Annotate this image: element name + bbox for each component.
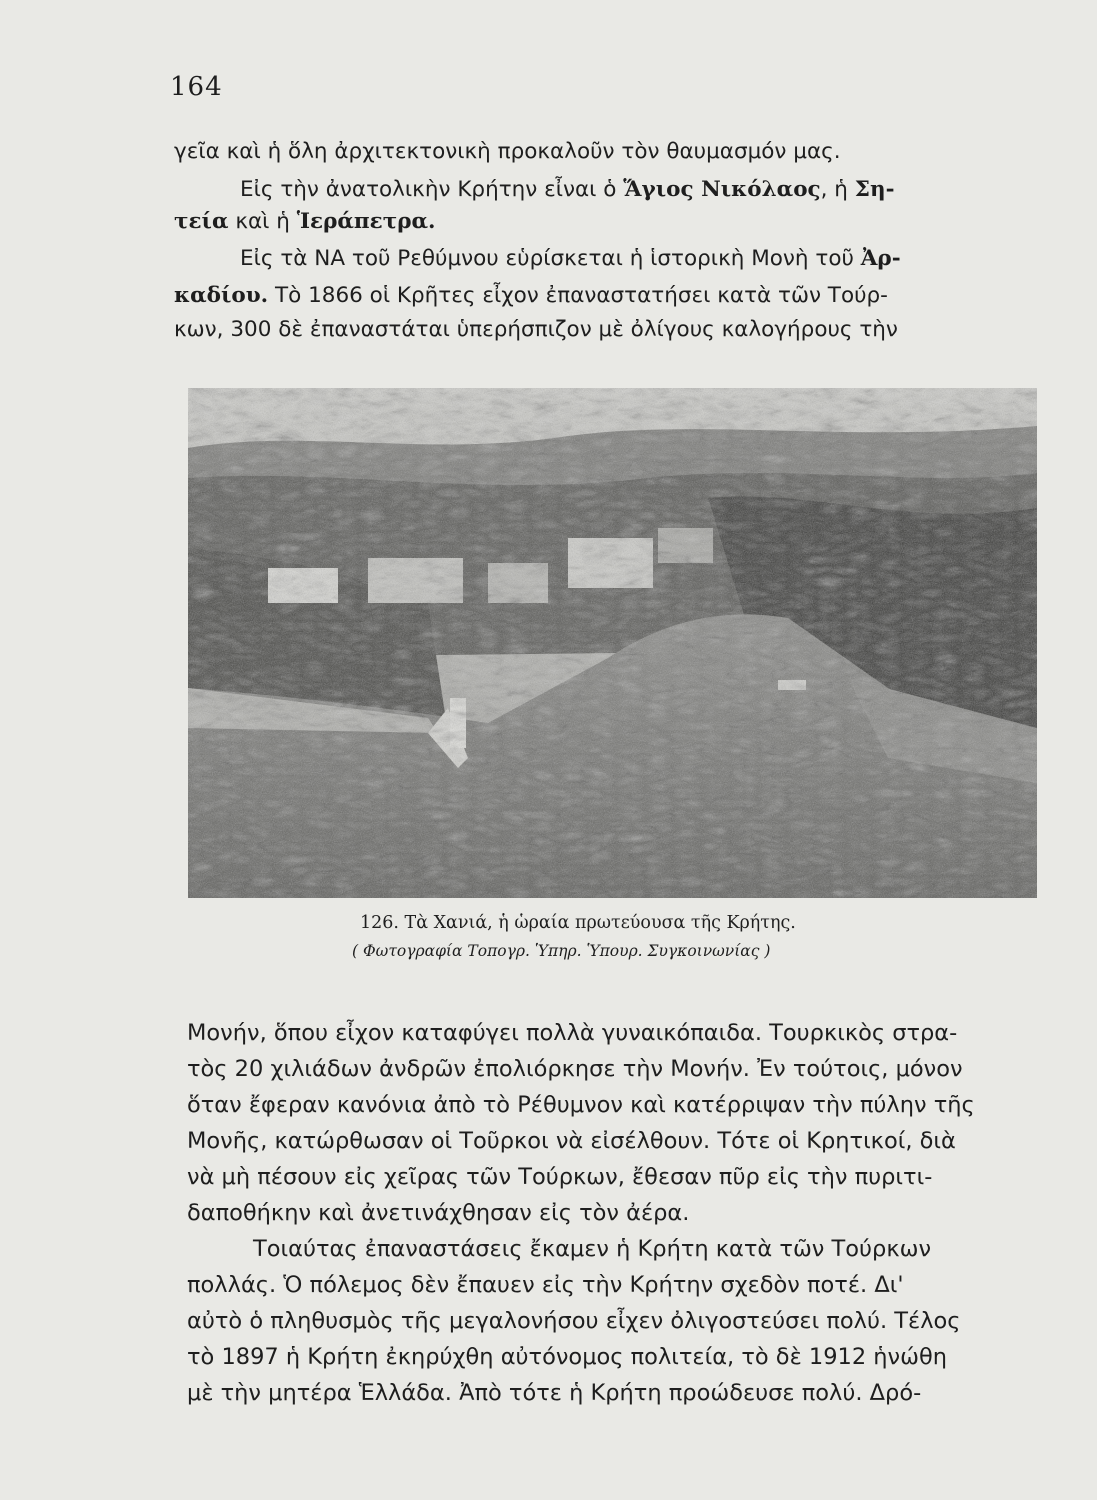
figure-caption: 126. Τὰ Χανιά, ἡ ὡραία πρωτεύουσα τῆς Κρήτης. [360, 913, 796, 933]
place-name: τεία [174, 209, 229, 234]
place-name: καδίου. [174, 283, 269, 308]
text-line: δαποθήκην καὶ ἀνετινάχθησαν εἰς τὸν ἀέρα. [187, 1200, 690, 1226]
text-line: μὲ τὴν μητέρα Ἑλλάδα. Ἀπὸ τότε ἡ Κρήτη προώδευσε πολύ. Δρό- [187, 1380, 922, 1406]
place-name: Ἅγιος Νικόλαος [623, 177, 821, 202]
photo-credit: ( Φωτογραφία Τοπογρ. Ὑπηρ. Ὑπουρ. Συγκοινωνίας ) [352, 942, 771, 960]
page-number: 164 [170, 72, 223, 102]
text-line: Μονῆς, κατώρθωσαν οἱ Τοῦρκοι νὰ εἰσέλθουν. Τότε οἱ Κρητικοί, διὰ [187, 1128, 956, 1154]
text-line: αὐτὸ ὁ πληθυσμὸς τῆς μεγαλονήσου εἶχεν ὀλιγοστεύσει πολύ. Τέλος [187, 1308, 961, 1334]
place-name: Ἱεράπετρα. [296, 209, 436, 234]
text-line: τὸ 1897 ἡ Κρήτη ἐκηρύχθη αὐτόνομος πολιτεία, τὸ δὲ 1912 ἡνώθη [187, 1344, 947, 1370]
text-line: γεῖα καὶ ἡ ὅλη ἀρχιτεκτονικὴ προκαλοῦν τὸν θαυμασμόν μας. [174, 139, 841, 164]
text-line: Εἰς τὰ ΝΑ τοῦ Ρεθύμνου εὑρίσκεται ἡ ἱστορικὴ Μονὴ τοῦ Ἀρ- [240, 246, 901, 271]
text-line: καδίου. Τὸ 1866 οἱ Κρῆτες εἶχον ἐπαναστατήσει κατὰ τῶν Τούρ- [174, 283, 888, 308]
place-name: Ση- [854, 177, 895, 202]
text-line: Εἰς τὴν ἀνατολικὴν Κρήτην εἶναι ὁ Ἅγιος Νικόλαος, ἡ Ση- [240, 177, 895, 202]
text-line: κων, 300 δὲ ἐπαναστάται ὑπερήσπιζον μὲ ὀλίγους καλογήρους τὴν [174, 317, 898, 342]
harbor-photo [188, 388, 1037, 898]
text-line: Τοιαύτας ἐπαναστάσεις ἔκαμεν ἡ Κρήτη κατὰ τῶν Τούρκων [253, 1236, 932, 1262]
text-line: τὸς 20 χιλιάδων ἀνδρῶν ἐπολιόρκησε τὴν Μονήν. Ἐν τούτοις, μόνον [187, 1056, 963, 1082]
text-line: ὅταν ἔφεραν κανόνια ἀπὸ τὸ Ρέθυμνον καὶ κατέρριψαν τὴν πύλην τῆς [187, 1092, 975, 1118]
text-line: τεία καὶ ἡ Ἱεράπετρα. [174, 209, 436, 234]
text-line: πολλάς. Ὁ πόλεμος δὲν ἔπαυεν εἰς τὴν Κρήτην σχεδὸν ποτέ. Δι' [187, 1272, 904, 1298]
text-line: νὰ μὴ πέσουν εἰς χεῖρας τῶν Τούρκων, ἔθεσαν πῦρ εἰς τὴν πυριτι- [187, 1164, 933, 1190]
place-name: Ἀρ- [860, 246, 901, 271]
text-line: Μονήν, ὅπου εἶχον καταφύγει πολλὰ γυναικόπαιδα. Τουρκικὸς στρα- [187, 1020, 958, 1046]
